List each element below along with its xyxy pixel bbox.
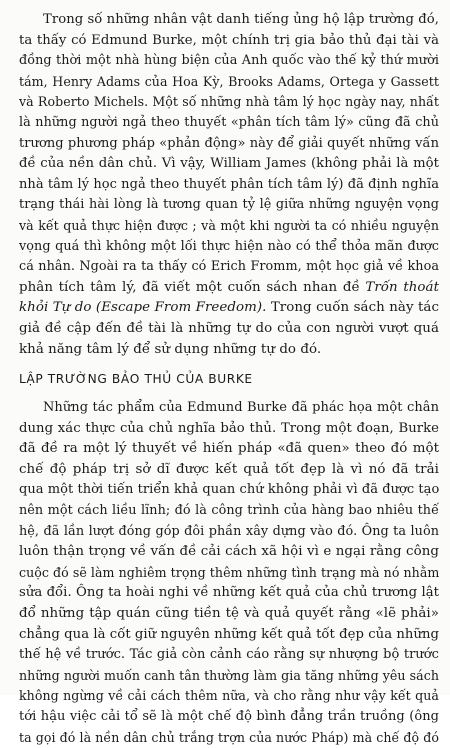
text-line: trương phương pháp «phản động» này để giải quyết những vấn — [19, 134, 439, 155]
book-title-italic: khỏi Tự do (Escape From Freedom). — [19, 300, 266, 315]
text-line: và Roberto Michels. Một số những nhà tâm lý học ngày nay, nhất — [19, 92, 439, 113]
text-line: đề của nền dân chủ. Vì vậy, William James (không phải là một — [19, 154, 439, 175]
text-line: chẳng qua là cốt giữ nguyên những kết quả tốt đẹp của những — [19, 625, 439, 646]
text-line: tới hậu việc cải tổ sẽ là một chế độ bình đẳng trần truồng (ông — [19, 707, 439, 728]
text-segment: phân tích tâm lý, đã viết một cuốn sách nhan đề — [19, 280, 360, 295]
text-line: sửa đổi. Ông ta hoài nghi về những kết quả của chủ trương lật — [19, 583, 439, 604]
text-line — [19, 278, 439, 299]
text-line: trạng thái hài lòng là tương quan tỷ lệ giữa những nguyện vọng — [19, 195, 439, 216]
text-line — [19, 298, 439, 319]
text-line: nên một cách liều lĩnh; đó là công trình của hàng bao nhiêu thế — [19, 501, 439, 522]
text-line: vọng quá thì không một lối thực hiện nào có thể thỏa mãn được — [19, 237, 439, 258]
text-line: đổ những tập quán cũng tiền tệ và quả quyết rằng «lẽ phải» — [19, 604, 439, 625]
text-line: Trong số những nhân vật danh tiếng ủng hộ lập trường đó, — [19, 10, 439, 31]
text-line: nhà tâm lý học ngả theo thuyết phân tích tâm lý) đã định nghĩa — [19, 175, 439, 196]
text-line: qua một thời tiến triển khả quan chứ không phải vì đã được tạo — [19, 480, 439, 501]
text-line: ta gọi đó là nền dân chủ trắng trợn của nước Pháp) mà chế độ đó — [19, 728, 439, 748]
text-line: giả đề cập đến đề tài là những tự do của con người vượt quá — [19, 319, 439, 340]
text-line: Những tác phẩm của Edmund Burke đã phác họa một chân — [19, 398, 439, 419]
paragraph-intro — [19, 10, 439, 360]
text-line: đồng thời một nhà hùng biện của Anh quốc vào thế kỷ thứ mười — [19, 51, 439, 72]
book-title-italic: Trốn thoát — [365, 280, 439, 295]
section-heading: LẬP TRƯỜNG BẢO THỦ CỦA BURKE — [19, 372, 253, 386]
text-line: không ngừng về cải cách thêm nữa, và cho rằng như vậy kết quả — [19, 686, 439, 707]
text-line: và kết quả thực hiện được ; và một khi người ta có nhiều nguyện — [19, 216, 439, 237]
text-segment: Trong cuốn sách này tác — [271, 300, 439, 315]
text-line: cá nhân. Ngoài ra ta thấy có Erich Fromm, một học giả về khoa — [19, 257, 439, 278]
text-line: ta thấy có Edmund Burke, một chính trị gia bảo thủ đại tài và — [19, 31, 439, 52]
text-line: đã đề ra một lý thuyết về hiến pháp «đã quen» theo đó một — [19, 439, 439, 460]
text-line: luôn thận trọng về vấn đề cải cách xã hội vì e ngại rằng công — [19, 542, 439, 563]
text-line: những người muốn canh tân thường làm gia tăng những yêu sách — [19, 666, 439, 687]
text-line: chế độ pháp trị sở dĩ được kết quả tốt đẹp là vì nó đã trải — [19, 460, 439, 481]
text-line: hệ, đã lần lượt đóng góp đôi phần xây dựng vào đó. Ông ta luôn — [19, 522, 439, 543]
paragraph-burke — [19, 398, 439, 748]
text-line: là những người ngả theo thuyết «phân tích tâm lý» cũng đã chủ — [19, 113, 439, 134]
text-line: khả năng tâm lý để sử dụng những tự do đó. — [19, 340, 439, 361]
text-line: dung xác thực của chủ nghĩa bảo thủ. Trong một đoạn, Burke — [19, 419, 439, 440]
text-line: cuộc đó sẽ làm nghiêm trọng thêm những tình trạng mà nó nhằm — [19, 563, 439, 584]
text-line: tám, Henry Adams của Hoa Kỳ, Brooks Adams, Ortega y Gassett — [19, 72, 439, 93]
text-line: thế hệ về trước. Tác giả còn cảnh cáo rằng sự nhượng bộ trước — [19, 645, 439, 666]
